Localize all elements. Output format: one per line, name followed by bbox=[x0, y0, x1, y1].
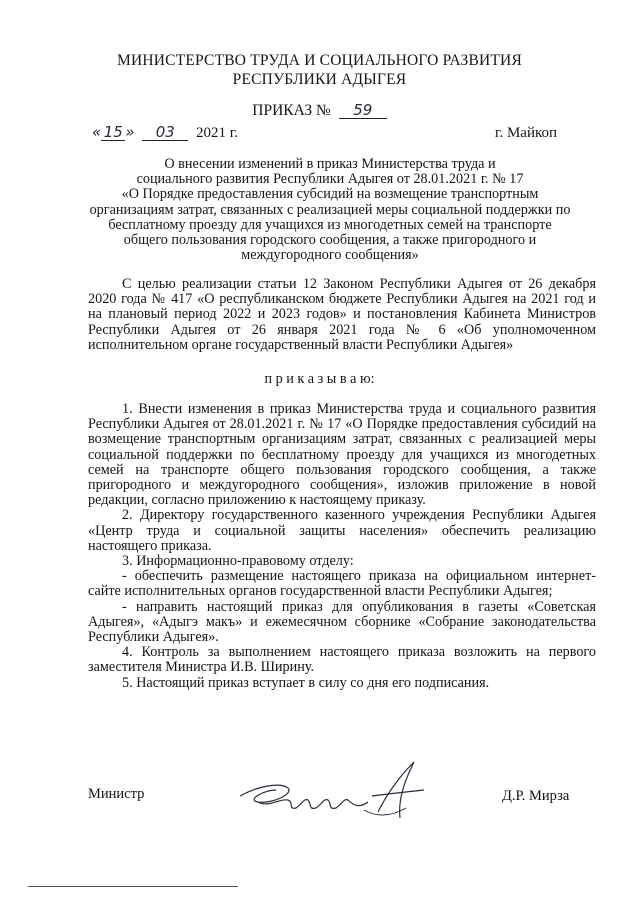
order-item-2: 2. Директору государственного казенного учреждения Республики Адыгея «Центр труда и социальной защиты населения» обеспечить реализацию настоящего приказа. bbox=[88, 507, 596, 554]
title-line: междугородного сообщения» bbox=[241, 247, 419, 264]
footer-rule bbox=[28, 886, 238, 887]
signature-position: Министр bbox=[88, 786, 145, 802]
date-day: 15 bbox=[101, 125, 125, 141]
preamble-block bbox=[88, 277, 596, 353]
order-title bbox=[80, 157, 580, 263]
order-heading bbox=[0, 102, 639, 120]
date-month: 03 bbox=[142, 125, 188, 141]
ministry-name-line1: МИНИСТЕРСТВО ТРУДА И СОЦИАЛЬНОГО РАЗВИТИЯ bbox=[117, 52, 522, 69]
title-line: социального развития Республики Адыгея от 28.01.2021 г. № 17 bbox=[136, 171, 524, 188]
decree-word: п р и к а з ы в а ю: bbox=[264, 371, 375, 387]
preamble: С целью реализации статьи 12 Законом Республики Адыгея от 26 декабря 2020 года № 417 «О республиканском бюджете Республики Адыгея на 2021 год и на плановый период 2022 и 2023 годов» и постановления Кабинета Министров Республики Адыгея от 26 января 2021 года № 6 «Об уполномоченном исполнительном органе государственный власти Республики Адыгея» bbox=[88, 276, 596, 353]
title-line: общего пользования городского сообщения, а также пригородного и bbox=[123, 232, 537, 249]
order-body bbox=[88, 402, 596, 691]
handwritten-signature bbox=[228, 752, 438, 832]
order-item-1: 1. Внести изменения в приказ Министерства труда и социального развития Республики Адыгея от 28.01.2021 г. № 17 «О Порядке предоставления субсидий на возмещение транспортным организациям затрат, связанных с реализацией меры социальной поддержки по бесплатному проезду для учащихся из многодетных семей на транспорте общего пользования городского сообщения, а также пригородного и междугородного сообщения», изложив приложение в новой редакции, согласно приложению к настоящему приказу. bbox=[88, 401, 596, 509]
title-line: «О Порядке предоставления субсидий на возмещение транспортным bbox=[121, 186, 539, 203]
order-date bbox=[92, 123, 238, 142]
date-open-quote: « bbox=[92, 123, 102, 141]
signature-name: Д.Р. Мирза bbox=[502, 788, 570, 804]
city: г. Майкоп bbox=[495, 125, 558, 141]
title-line: организациям затрат, связанных с реализацией меры социальной поддержки по bbox=[89, 201, 571, 218]
ministry-name-line2: РЕСПУБЛИКИ АДЫГЕЯ bbox=[232, 71, 407, 88]
order-number: 59 bbox=[339, 103, 387, 119]
order-label: ПРИКАЗ № bbox=[252, 102, 331, 119]
date-close-quote: » bbox=[125, 123, 135, 141]
order-item-3-sub-2: - направить настоящий приказ для опубликования в газеты «Советская Адыгея», «Адыгэ макъ» и ежемесячном сборнике «Собрание законодательства Республики Адыгея». bbox=[88, 598, 596, 646]
order-item-5: 5. Настоящий приказ вступает в силу со дня его подписания. bbox=[122, 674, 490, 691]
order-item-3-sub-1: - обеспечить размещение настоящего приказа на официальном интернет-сайте исполнительных органов государственной власти Республики Адыгея; bbox=[88, 568, 596, 600]
title-line: О внесении изменений в приказ Министерства труда и bbox=[164, 156, 496, 172]
title-line: бесплатному проезду для учащихся из многодетных семей на транспорте bbox=[108, 216, 552, 233]
order-item-4: 4. Контроль за выполнением настоящего приказа возложить на первого заместителя Министра И.В. Ширину. bbox=[88, 644, 596, 676]
order-item-3: 3. Информационно-правовому отделу: bbox=[122, 553, 354, 570]
date-year: 2021 г. bbox=[196, 125, 238, 141]
